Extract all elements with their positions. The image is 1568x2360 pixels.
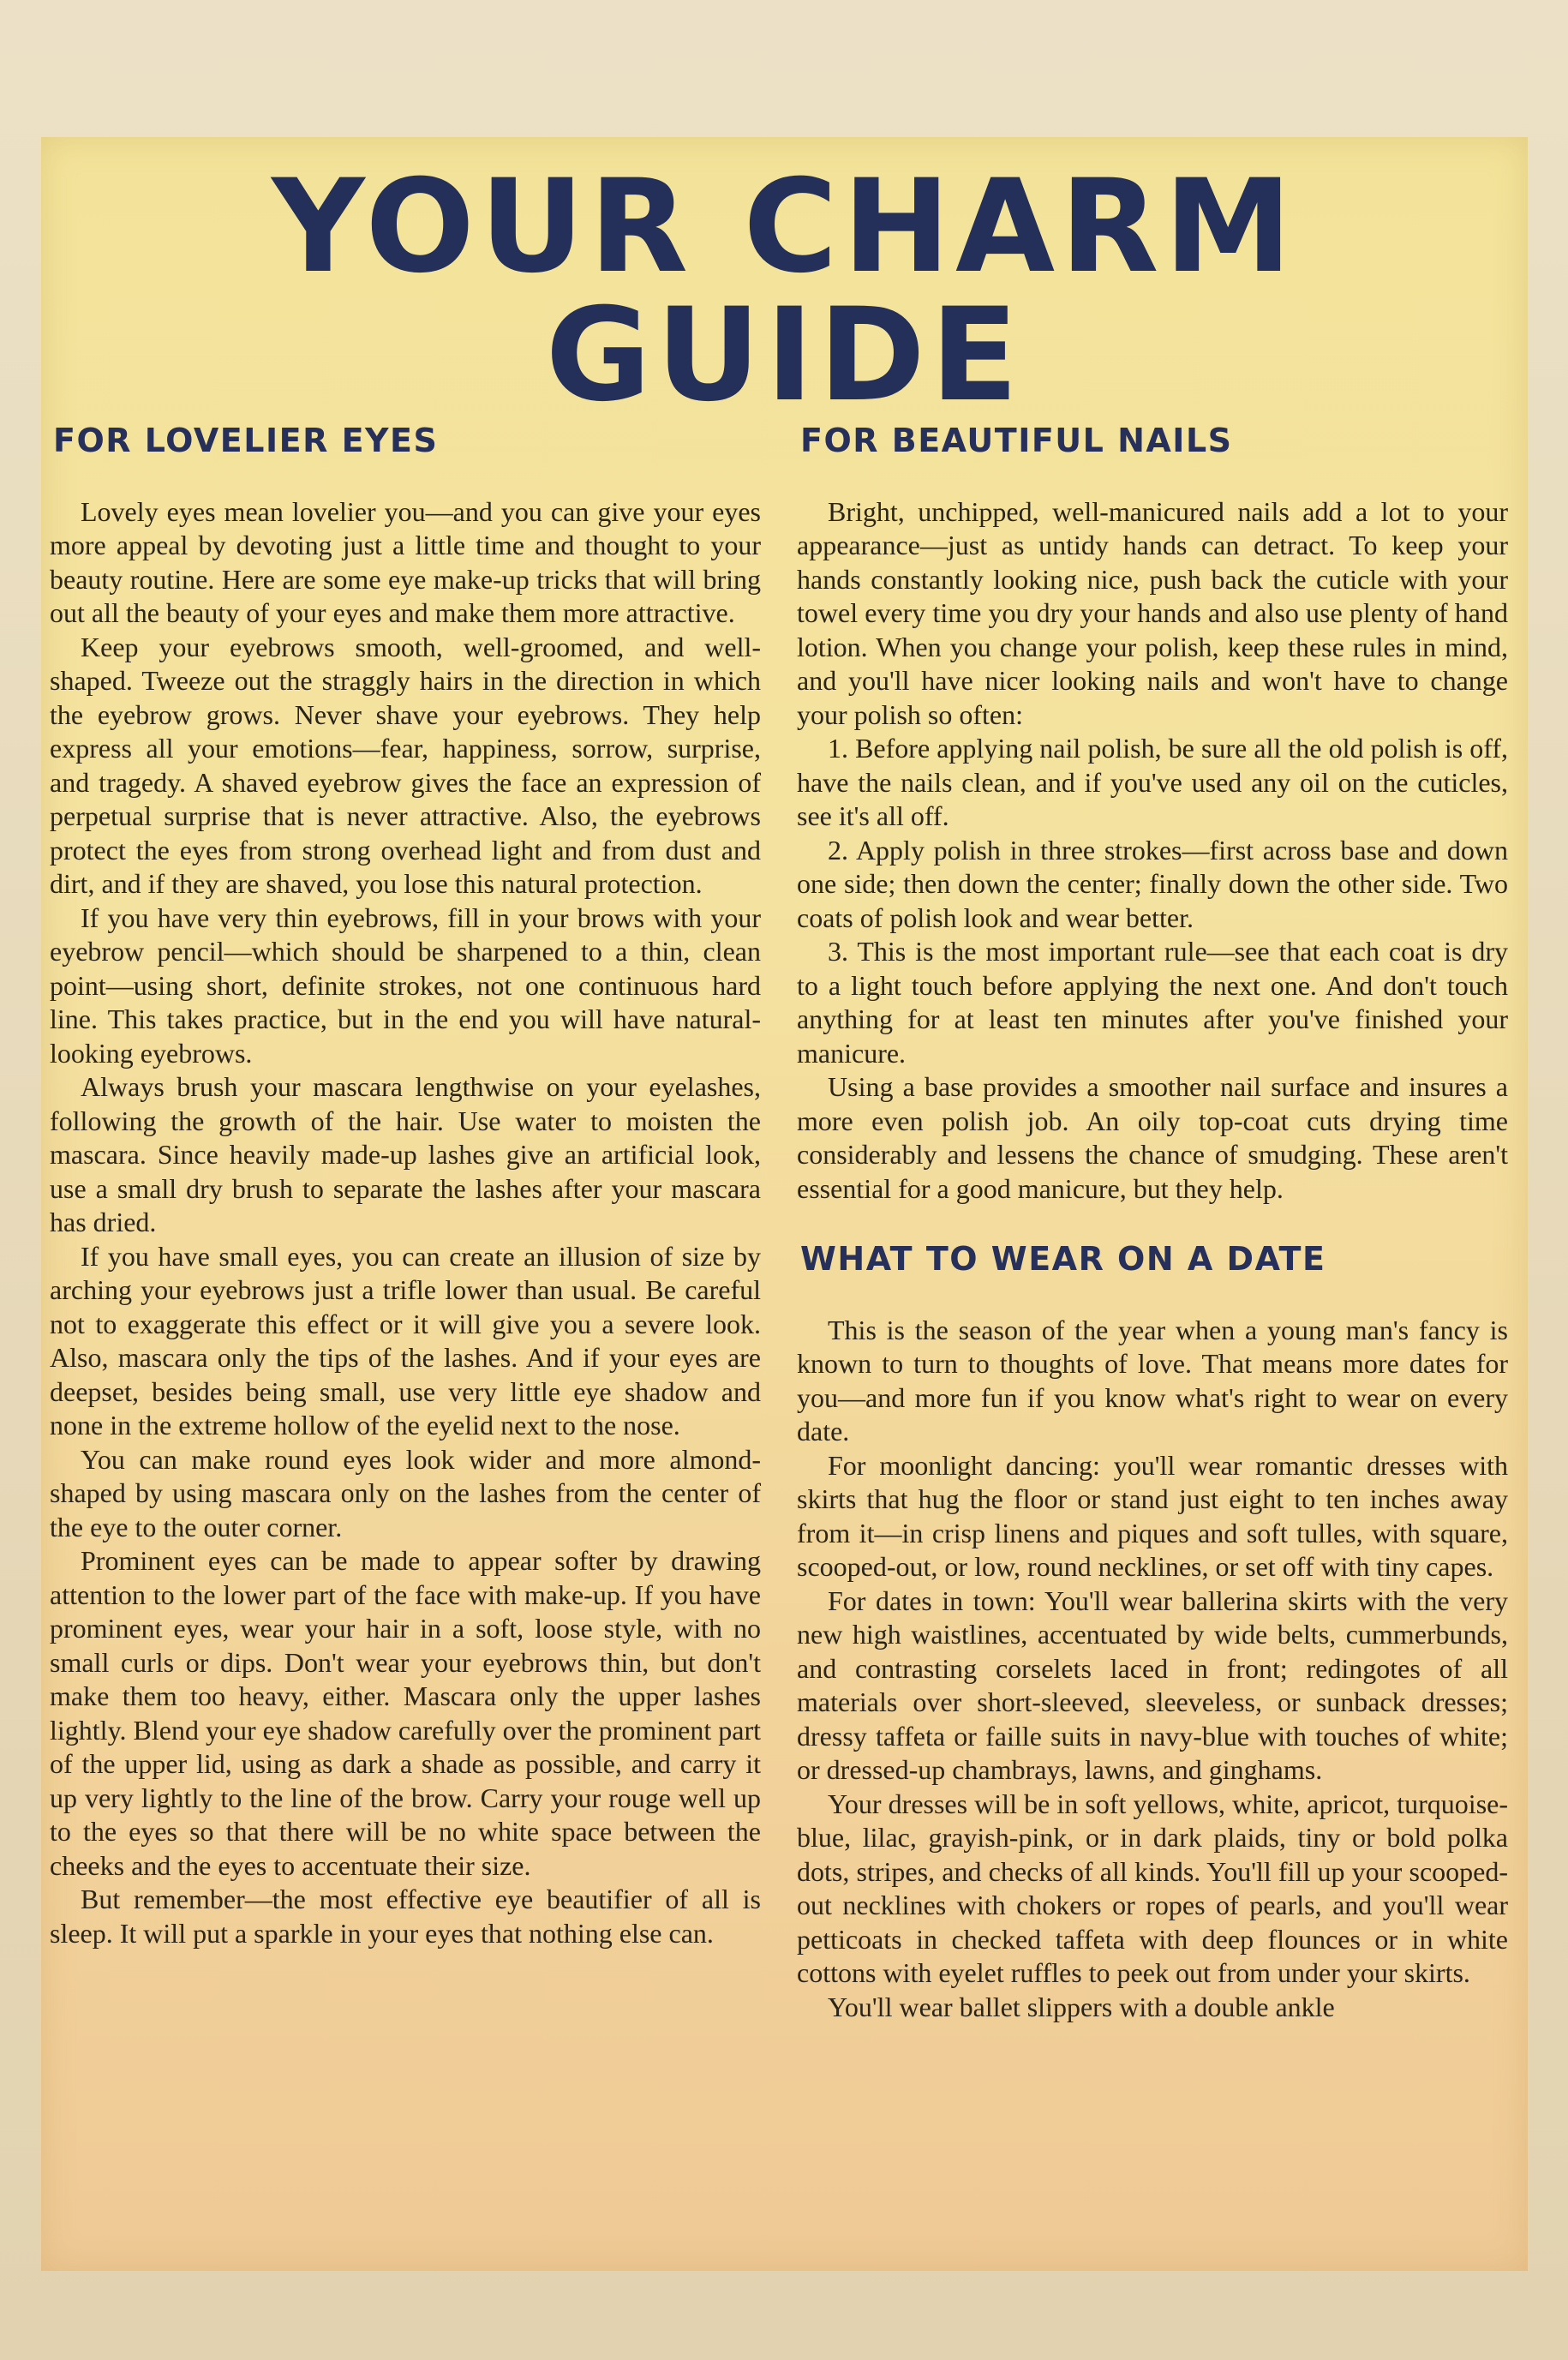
page-title: YOUR CHARM GUIDE: [272, 153, 1297, 430]
eyes-paragraph: Lovely eyes mean lovelier you—and you can give your eyes more appeal by devoting just a little time and thought to your beauty routine. Here are some eye make-up tricks that will bring out all the beauty of your eyes and make them more attractive.: [50, 495, 761, 629]
eyes-paragraph: You can make round eyes look wider and more almond-shaped by using mascara only on the lashes from the center of the eye to the outer corner.: [50, 1443, 761, 1542]
heading-beautiful-nails: FOR BEAUTIFUL NAILS: [800, 422, 1233, 459]
date-paragraph: For moonlight dancing: you'll wear romantic dresses with skirts that hug the floor or stand just eight to ten inches away from it—in crisp linens and piques and soft tulles, with square, scooped-out, or low, round necklines, or set off with tiny capes.: [797, 1449, 1508, 1583]
date-paragraph: Your dresses will be in soft yellows, white, apricot, turquoise-blue, lilac, grayish-pink, or in dark plaids, tiny or bold polka dots, stripes, and checks of all kinds. You'll fill up your scooped-out necklines with chokers or ropes of pearls, and you'll wear petticoats in checked taffeta with deep flounces or in white cottons with eyelet ruffles to peek out from under your skirts.: [797, 1788, 1508, 1989]
eyes-paragraph: Always brush your mascara lengthwise on your eyelashes, following the growth of the hair. Use water to moisten the mascara. Since heavily made-up lashes give an artificial look, use a small dry brush to separate the lashes after your mascara has dried.: [50, 1071, 761, 1238]
eyes-paragraph: Keep your eyebrows smooth, well-groomed, and well-shaped. Tweeze out the straggly hairs in the direction in which the eyebrow grows. Never shave your eyebrows. They help express all your emotions—fear, happiness, sorrow, surprise, and tragedy. A shaved eyebrow gives the face an expression of perpetual surprise that is never attractive. Also, the eyebrows protect the eyes from strong overhead light and from dust and dirt, and if they are shaved, you lose this natural protection.: [50, 631, 761, 900]
nails-rule: 2. Apply polish in three strokes—first across base and down one side; then down the center; finally down the other side. Two coats of polish look and wear better.: [797, 834, 1508, 933]
nails-rule: 3. This is the most important rule—see that each coat is dry to a light touch before applying the next one. And don't touch anything for at least ten minutes after you've finished your manicure.: [797, 936, 1508, 1069]
eyes-paragraph: Prominent eyes can be made to appear softer by drawing attention to the lower part of the face with make-up. If you have prominent eyes, wear your hair in a soft, loose style, with no small curls or dips. Don't wear your eyebrows thin, but don't make them too heavy, either. Mascara only the upper lashes lightly. Blend your eye shadow carefully over the prominent part of the upper lid, using as dark a shade as possible, and carry it up very lightly to the line of the brow. Carry your rouge well up to the eyes so that there will be no white space between the cheeks and the eyes to accentuate their size.: [50, 1545, 761, 1881]
date-paragraph: This is the season of the year when a young man's fancy is known to turn to thoughts of love. That means more dates for you—and more fun if you know what's right to wear on every date.: [797, 1314, 1508, 1447]
left-column: [50, 411, 761, 1950]
date-paragraph: You'll wear ballet slippers with a double ankle: [828, 1991, 1335, 2022]
heading-what-to-wear: WHAT TO WEAR ON A DATE: [800, 1240, 1326, 1279]
eyes-paragraph: If you have very thin eyebrows, fill in your brows with your eyebrow pencil—which should be sharpened to a thin, clean point—using short, definite strokes, not one continuous hard line. This takes practice, but in the end you will have natural-looking eyebrows.: [50, 901, 761, 1069]
right-column: [797, 411, 1508, 2024]
date-paragraph: For dates in town: You'll wear ballerina skirts with the very new high waistlines, accentuated by wide belts, cummerbunds, and contrasting corselets laced in front; redingotes of all materials over short-sleeved, sleeveless, or sunback dresses; dressy taffeta or faille suits in navy-blue with touches of white; or dressed-up chambrays, lawns, and ginghams.: [797, 1584, 1508, 1786]
heading-lovelier-eyes: FOR LOVELIER EYES: [53, 422, 439, 459]
eyes-paragraph: If you have small eyes, you can create an illusion of size by arching your eyebrows just a trifle lower than usual. Be careful not to exaggerate this effect or it will give you a severe look. Also, mascara only the tips of the lashes. And if your eyes are deepset, besides being small, use very little eye shadow and none in the extreme hollow of the eyelid next to the nose.: [50, 1240, 761, 1441]
nails-paragraph: Using a base provides a smoother nail surface and insures a more even polish job. An oily top-coat cuts drying time considerably and lessens the chance of smudging. These aren't essential for a good manicure, but they help.: [797, 1071, 1508, 1204]
eyes-paragraph: But remember—the most effective eye beautifier of all is sleep. It will put a sparkle in your eyes that nothing else can.: [50, 1884, 761, 1949]
nails-paragraph: Bright, unchipped, well-manicured nails add a lot to your appearance—just as untidy hands can detract. To keep your hands constantly looking nice, push back the cuticle with your towel every time you dry your hands and also use plenty of hand lotion. When you change your polish, keep these rules in mind, and you'll have nicer looking nails and won't have to change your polish so often:: [797, 495, 1508, 730]
nails-rule: 1. Before applying nail polish, be sure all the old polish is off, have the nails clean, and if you've used any oil on the cuticles, see it's all off.: [797, 733, 1508, 832]
